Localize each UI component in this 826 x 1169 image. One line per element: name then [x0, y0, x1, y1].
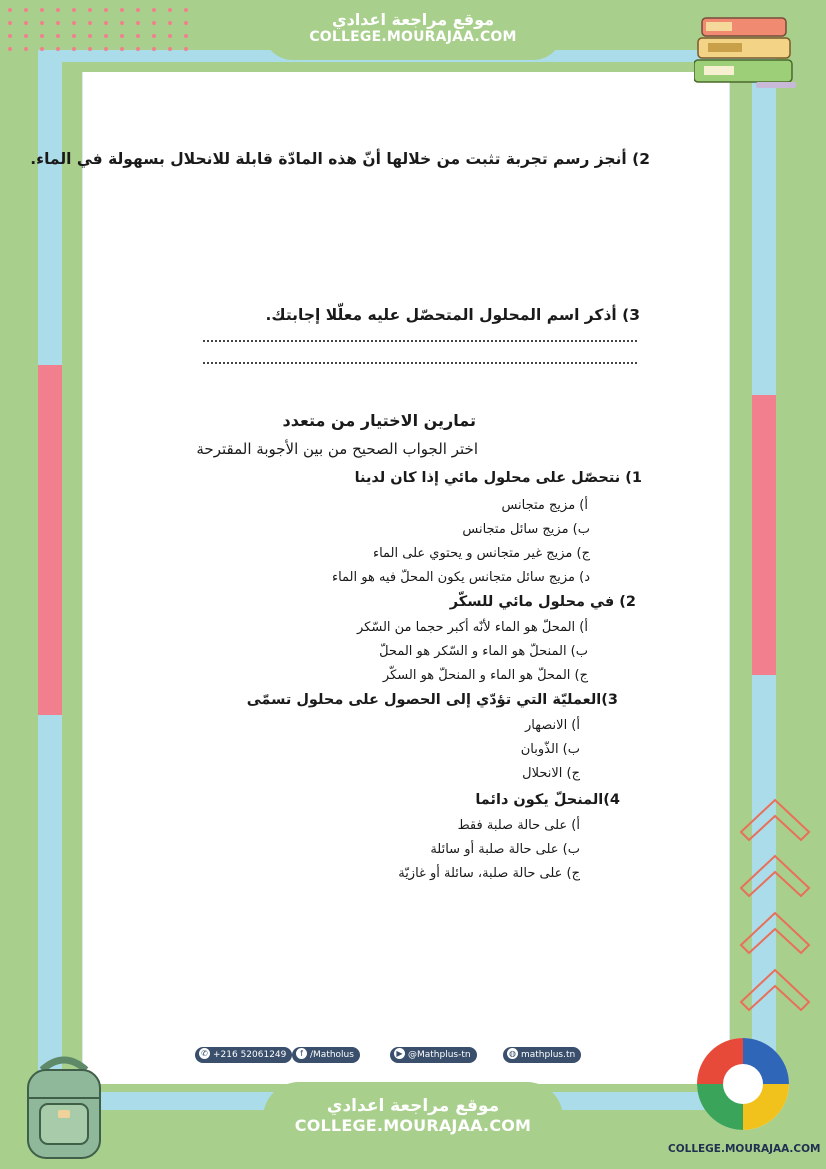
decor-dot [168, 21, 172, 25]
youtube-icon: ▶ [394, 1048, 405, 1059]
question-2: 2) أنجز رسم تجربة تثبت من خلالها أنّ هذه المادّة قابلة للانحلال بسهولة في الماء. [30, 150, 650, 168]
mcq-instruction: اختر الجواب الصحيح من بين الأجوبة المقترحة [196, 440, 478, 458]
decor-dot [120, 34, 124, 38]
decor-dots [8, 8, 198, 58]
decor-dot [120, 8, 124, 12]
decor-dot [120, 21, 124, 25]
decor-dot [152, 8, 156, 12]
decor-dot [72, 47, 76, 51]
decor-dot [168, 8, 172, 12]
decor-dot [136, 34, 140, 38]
decor-dot [104, 21, 108, 25]
decor-dot [88, 34, 92, 38]
decor-dot [72, 8, 76, 12]
facebook-icon: f [296, 1048, 307, 1059]
decor-dot [136, 21, 140, 25]
decor-dot [152, 21, 156, 25]
mcq-3-option-c[interactable]: ج) الانحلال [522, 766, 580, 781]
decor-dot [72, 34, 76, 38]
decor-dot [104, 47, 108, 51]
mcq-question-1: 1) نتحصّل على محلول مائي إذا كان لدينا [354, 470, 642, 486]
decor-dot [88, 47, 92, 51]
decor-dot [24, 34, 28, 38]
website-url: mathplus.tn [521, 1050, 576, 1060]
facebook-pill[interactable] [292, 1047, 360, 1063]
decor-dot [40, 21, 44, 25]
mcq-2-option-a[interactable]: أ) المحلّ هو الماء لأنّه أكبر حجما من السّكر [357, 620, 588, 635]
youtube-pill[interactable] [390, 1047, 477, 1063]
mcq-question-2: 2) في محلول مائي للسكّر [449, 594, 636, 610]
footer-site-name: موقع مراجعة اعدادي [326, 1096, 500, 1116]
decor-dot [184, 34, 188, 38]
decor-dot [184, 21, 188, 25]
mcq-3-option-a[interactable]: أ) الانصهار [525, 718, 580, 733]
mcq-2-option-c[interactable]: ج) المحلّ هو الماء و المنحلّ هو السكّر [382, 668, 588, 683]
decor-dot [40, 47, 44, 51]
globe-icon: ◍ [507, 1048, 518, 1059]
mcq-4-option-c[interactable]: ج) على حالة صلبة، سائلة أو غازيّة [398, 866, 580, 881]
decor-dot [184, 8, 188, 12]
decor-dot [8, 8, 12, 12]
decor-dot [24, 47, 28, 51]
mcq-4-option-a[interactable]: أ) على حالة صلبة فقط [457, 818, 580, 833]
decor-dot [168, 34, 172, 38]
decor-dot [136, 47, 140, 51]
decor-dot [104, 8, 108, 12]
mcq-title: تمارين الاختيار من متعدد [282, 411, 476, 430]
decor-dot [88, 21, 92, 25]
decor-dot [56, 8, 60, 12]
decor-dot [88, 8, 92, 12]
books-icon [694, 12, 804, 94]
decor-dot [152, 47, 156, 51]
question-3: 3) أذكر اسم المحلول المتحصّل عليه معلّلا إجابتك. [265, 306, 640, 324]
chevron-up-icon [735, 905, 815, 965]
footer-banner[interactable] [263, 1082, 563, 1160]
site-domain: COLLEGE.MOURAJAA.COM [309, 29, 517, 45]
phone-pill[interactable] [195, 1047, 292, 1063]
decor-dot [184, 47, 188, 51]
social-bar [195, 1047, 595, 1067]
whatsapp-icon: ✆ [199, 1048, 210, 1059]
facebook-handle: /Matholus [310, 1050, 354, 1060]
site-logo [693, 1024, 793, 1142]
mcq-3-option-b[interactable]: ب) الذّوبان [520, 742, 580, 757]
decor-dot [40, 8, 44, 12]
footer-site-domain: COLLEGE.MOURAJAA.COM [294, 1116, 532, 1135]
chevron-up-icon [735, 848, 815, 908]
answer-line-1[interactable] [203, 340, 637, 342]
phone-number: +216 52061249 [213, 1050, 287, 1060]
backpack-icon [18, 1052, 110, 1164]
decor-dot [24, 21, 28, 25]
header-banner[interactable] [263, 0, 563, 60]
decor-dot [168, 47, 172, 51]
mcq-question-4: 4)المنحلّ يكون دائما [475, 792, 620, 808]
decor-dot [152, 34, 156, 38]
decor-dot [56, 47, 60, 51]
website-pill[interactable] [503, 1047, 581, 1063]
decor-dot [8, 21, 12, 25]
decor-dot [24, 8, 28, 12]
mcq-2-option-b[interactable]: ب) المنحلّ هو الماء و السّكر هو المحلّ [379, 644, 588, 659]
mcq-4-option-b[interactable]: ب) على حالة صلبة أو سائلة [430, 842, 580, 857]
mcq-1-option-b[interactable]: ب) مزيج سائل متجانس [462, 522, 590, 537]
decor-dot [120, 47, 124, 51]
decor-dot [8, 34, 12, 38]
chevron-up-icon [735, 792, 815, 852]
logo-caption: COLLEGE.MOURAJAA.COM [668, 1143, 821, 1155]
chevron-up-icon [735, 962, 815, 1022]
mcq-1-option-d[interactable]: د) مزيج سائل متجانس يكون المحلّ فيه هو الماء [331, 570, 590, 585]
decor-dot [72, 21, 76, 25]
decor-dot [56, 21, 60, 25]
mcq-1-option-c[interactable]: ج) مزيج غير متجانس و يحتوي على الماء [372, 546, 590, 561]
mcq-question-3: 3)العمليّة التي تؤدّي إلى الحصول على محلول تسمّى [246, 692, 618, 708]
answer-line-2[interactable] [203, 362, 637, 364]
site-name: موقع مراجعة اعدادي [331, 10, 495, 29]
mcq-1-option-a[interactable]: أ) مزيج متجانس [501, 498, 588, 513]
youtube-handle: @Mathplus-tn [408, 1050, 471, 1060]
decor-dot [104, 34, 108, 38]
frame-accent-left [38, 365, 62, 715]
decor-dot [56, 34, 60, 38]
decor-dot [8, 47, 12, 51]
decor-dot [136, 8, 140, 12]
frame-accent-right [752, 395, 776, 675]
decor-dot [40, 34, 44, 38]
